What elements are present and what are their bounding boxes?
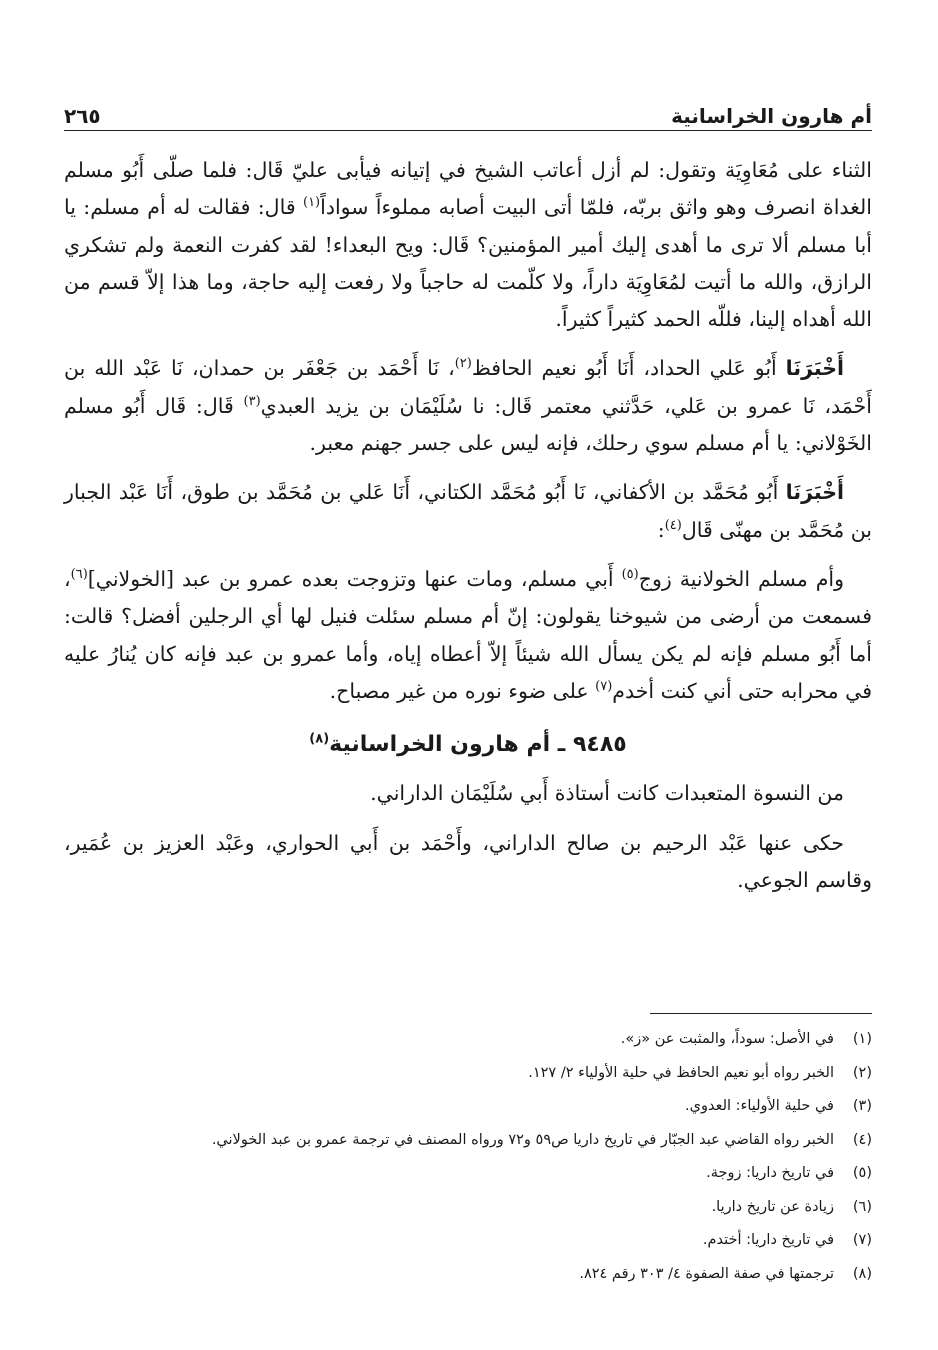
footnote-text: الخبر رواه القاضي عبد الجبّار في تاريخ داريا ص٥٩ و٧٢ ورواه المصنف في ترجمة عمرو بن عبد الخولاني. <box>211 1131 834 1148</box>
running-header <box>64 88 872 128</box>
footnote-ref-7: (٧) <box>595 679 613 695</box>
footnote-text: ترجمتها في صفة الصفوة ٤/ ٣٠٣ رقم ٨٢٤. <box>579 1265 834 1282</box>
paragraph-1 <box>64 152 872 338</box>
footnote-ref-8: (٨) <box>309 731 330 747</box>
footnote <box>64 1157 872 1191</box>
footnote-text: في الأصل: سوداً، والمثبت عن «ز». <box>620 1031 834 1047</box>
footnote-number: (٧) <box>852 1232 872 1248</box>
paragraph-text: أَبُو مُحَمَّد بن الأكفاني، نَا أَبُو مُحَمَّد الكتاني، أَنَا عَلي بن مُحَمَّد بن طوق، أَنَا عَبْد الجبار بن مُحَمَّد بن مهنّى قَال <box>64 480 872 542</box>
footnote-ref-6: (٦) <box>70 567 88 583</box>
footnote <box>64 1023 872 1057</box>
paragraph-text: قال: فقالت له أم مسلم: يا أبا مسلم ألا ترى ما أهدى إليك أمير المؤمنين؟ قَال: ويح البعداء! لقد كفرت النعمة ولم تشكري الرازق، والله ما أتيت لمُعَاوِيَة داراً، ولا كلّمت له حاجباً ولا رفعت إليه حاجة، وما هذا إلاّ قسم من الله أهداه إلينا، فللّه الحمد كثيراً كثيراً. <box>64 195 872 332</box>
footnote-text: زيادة عن تاريخ داريا. <box>711 1198 834 1215</box>
footnote <box>64 1124 872 1158</box>
paragraph-6: حكى عنها عَبْد الرحيم بن صالح الداراني، وأَحْمَد بن أَبي الحواري، وعَبْد العزيز بن عُمَير، وقاسم الجوعي. <box>64 830 872 893</box>
footnote <box>64 1258 872 1292</box>
footnote-text: في تاريخ داريا: زوجة. <box>706 1165 834 1181</box>
footnote <box>64 1224 872 1258</box>
paragraph-text: وأم مسلم الخولانية زوج <box>638 566 845 591</box>
paragraph-text: أَبُو عَلي الحداد، أَنَا أَبُو نعيم الحافظ <box>471 356 786 381</box>
paragraph-text: على ضوء نوره من غير مصباح. <box>329 678 596 703</box>
paragraph-2 <box>64 350 872 462</box>
footnote-number: (٤) <box>852 1131 872 1148</box>
paragraph-text: أَبي مسلم، ومات عنها وتزوجت بعده عمرو بن عبد [الخولاني] <box>87 566 622 591</box>
paragraph-text: ، فسمعت من أرضى من شيوخنا يقولون: إنّ أم مسلم سئلت فنيل لها أي الرجلين أفضل؟ قالت: أما أَبُو مسلم فإنه لم يكن يسأل الله شيئاً إلاّ أعطاه إياه، وأما عمرو بن عبد فإنه كان يُنارُ عليه في محرابه حتى أني كنت أخدم <box>64 566 872 703</box>
paragraph-text: : <box>657 517 665 542</box>
paragraph-text: ، نَا أَحْمَد بن جَعْفَر بن حمدان، نَا عَبْد الله بن أَحْمَد، نَا عمرو بن عَلي، حَدَّثني معتمر قَال: نا سُلَيْمَان بن يزيد العبدي <box>64 356 872 418</box>
page-number: ٢٦٥ <box>64 104 101 128</box>
paragraph-4 <box>64 561 872 710</box>
paragraph-text: قَال: قَال أَبُو مسلم الخَوْلاني: يا أم مسلم سوي رحلك، فإنه ليس على جسر جهنم معبر. <box>64 393 872 456</box>
entry-heading <box>64 726 872 763</box>
footnote-separator <box>650 1013 872 1014</box>
footnote-text: الخبر رواه أبو نعيم الحافظ في حلية الأولياء ٢/ ١٢٧. <box>528 1064 834 1081</box>
footnote-ref-5: (٥) <box>621 567 639 583</box>
paragraph-3 <box>64 474 872 549</box>
paragraph-text: الثناء على مُعَاوِيَة وتقول: لم أزل أعاتب الشيخ في إتيانه فيأبى عليّ قَال: فلما صلّى أَبُو مسلم الغداة انصرف وهو واثق بربّه، فلمّا أتى البيت أصابه مملوءاً سواداً <box>64 158 873 220</box>
footnotes <box>64 1023 872 1291</box>
footnote-number: (٢) <box>852 1064 872 1081</box>
footnote-number: (٣) <box>852 1098 872 1114</box>
isnad-lead-word: أَخْبَرَنَا <box>785 480 844 505</box>
header-rule <box>64 130 872 131</box>
footnote-number: (٥) <box>852 1165 872 1181</box>
isnad-lead-word: أَخْبَرَنَا <box>785 356 844 381</box>
footnote-text: في تاريخ داريا: أختدم. <box>702 1232 834 1248</box>
footnote <box>64 1090 872 1124</box>
footnote-ref-2: (٢) <box>454 356 472 372</box>
footnote-ref-4: (٤) <box>664 517 682 533</box>
footnote-number: (٦) <box>852 1198 872 1215</box>
main-text <box>64 152 872 911</box>
footnote <box>64 1057 872 1091</box>
footnote-number: (١) <box>852 1031 872 1047</box>
entry-title-text: ٩٤٨٥ ـ أم هارون الخراسانية <box>329 732 627 758</box>
paragraph-5: من النسوة المتعبدات كانت أستاذة أَبي سُلَيْمَان الداراني. <box>370 781 844 806</box>
footnote-text: في حلية الأولياء: العدوي. <box>685 1098 834 1114</box>
footnote <box>64 1191 872 1225</box>
footnote-ref-1: (١) <box>302 195 321 211</box>
footnote-ref-3: (٣) <box>243 393 261 409</box>
running-title: أم هارون الخراسانية <box>671 104 872 128</box>
footnote-number: (٨) <box>852 1265 872 1282</box>
